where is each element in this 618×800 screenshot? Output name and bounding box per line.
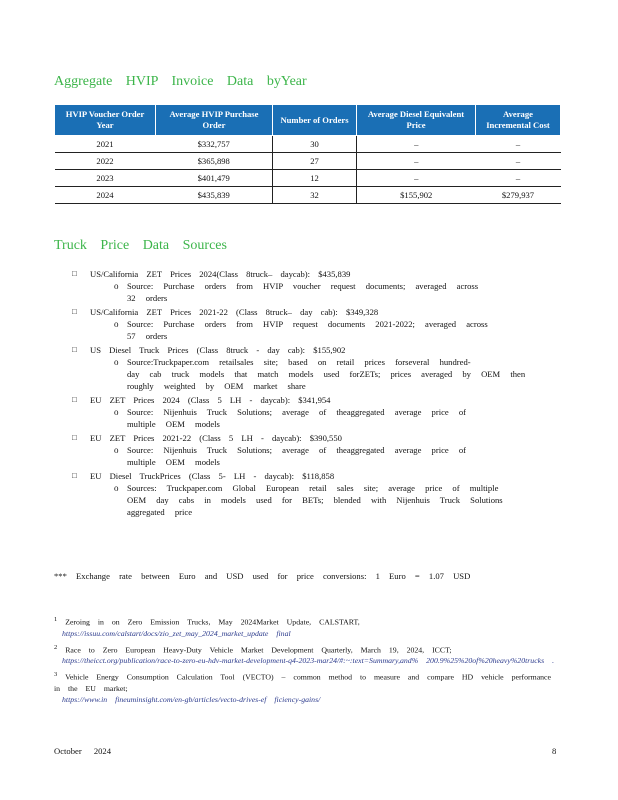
sub-item: o Source: Purchase orders from HVIP request documents 2021-2022; averaged across 57 orders — [114, 319, 488, 341]
cell: $332,757 — [156, 136, 273, 153]
cell: 2021 — [55, 136, 156, 153]
circle-bullet-icon: o — [114, 483, 119, 493]
cell: – — [357, 153, 476, 170]
bullet-icon: □ — [72, 433, 77, 442]
cell: – — [476, 153, 561, 170]
cell: – — [476, 136, 561, 153]
table-row — [55, 170, 561, 187]
cell: – — [357, 136, 476, 153]
bullet-icon: □ — [72, 395, 77, 404]
circle-bullet-icon: o — [114, 319, 119, 329]
exchange-rate-note: *** Exchange rate between Euro and USD used for price conversions: 1 Euro = 1.07 USD — [54, 571, 471, 581]
cell: – — [357, 170, 476, 187]
bullet-icon: □ — [72, 269, 77, 278]
circle-bullet-icon: o — [114, 407, 119, 417]
col-header-incremental-cost: Average Incremental Cost — [476, 105, 561, 136]
footer-date: October 2024 — [54, 746, 112, 756]
table-row — [55, 187, 561, 204]
sub-item: o Source:Truckpaper.com retailsales site; based on retail prices forseveral hundred- day cab truck models that match models used forZETs; prices averaged by OEM then roughly weighted by OEM market share — [114, 357, 526, 391]
circle-bullet-icon: o — [114, 281, 119, 291]
cell: 12 — [273, 170, 357, 187]
cell: 32 — [273, 187, 357, 204]
cell: 30 — [273, 136, 357, 153]
circle-bullet-icon: o — [114, 357, 119, 367]
cell: 2024 — [55, 187, 156, 204]
footnotes — [54, 614, 564, 705]
list-item: □ EU ZET Prices 2021-22 (Class 5 LH - daycab): $390,550 o Source: Nijenhuis Truck Solutions; average of theaggregated average price of multiple OEM models — [54, 432, 564, 468]
list-item: □ US/California ZET Prices 2024(Class 8truck– daycab): $435,839 o Source: Purchase orders from HVIP voucher request documents; averaged across 32 orders — [54, 268, 564, 304]
cell: – — [476, 170, 561, 187]
table-row — [55, 136, 561, 153]
cell: 27 — [273, 153, 357, 170]
section-title-sources: Truck Price Data Sources — [54, 238, 227, 253]
footnote: $^1$ Zeroing in on Zero Emission Trucks, May 2024Market Update, CALSTART, https://issuu.com/calstart/docs/zio_zet_may_2024_market_update final — [54, 616, 360, 638]
page-number: 8 — [552, 746, 557, 756]
circle-bullet-icon: o — [114, 445, 119, 455]
col-header-num-orders: Number of Orders — [273, 105, 357, 136]
section-title-aggregate: Aggregate HVIP Invoice Data byYear — [54, 74, 307, 89]
list-item: □ US Diesel Truck Prices (Class 8truck - day cab): $155,902 o Source:Truckpaper.com retailsales site; based on retail prices forseveral hundred- day cab truck models that match models used forZETs; prices averaged by OEM then roughly weighted by OEM market share — [54, 344, 564, 392]
cell: $435,839 — [156, 187, 273, 204]
col-header-diesel-price: Average Diesel Equivalent Price — [357, 105, 476, 136]
sub-item: o Source: Nijenhuis Truck Solutions; average of theaggregated average price of multiple OEM models — [114, 407, 467, 429]
bullet-icon: □ — [72, 471, 77, 480]
list-item: □ US/California ZET Prices 2021-22 (Class 8truck– day cab): $349,328 o Source: Purchase orders from HVIP request documents 2021-2022; averaged across 57 orders — [54, 306, 564, 342]
bullet-icon: □ — [72, 307, 77, 316]
sub-item: o Source: Nijenhuis Truck Solutions; average of theaggregated average price of multiple OEM models — [114, 445, 467, 467]
list-item: □ EU ZET Prices 2024 (Class 5 LH - daycab): $341,954 o Source: Nijenhuis Truck Solutions; average of theaggregated average price of multiple OEM models — [54, 394, 564, 430]
cell: $155,902 — [357, 187, 476, 204]
cell: 2022 — [55, 153, 156, 170]
footnote: $^3$ Vehicle Energy Consumption Calculation Tool (VECTO) – common method to measure and compare HD vehicle performance in the EU market; https://www.in fineuminsight.com/en-gb/articles/vecto-drives-ef ficiency-gains/ — [54, 669, 564, 705]
cell: $401,479 — [156, 170, 273, 187]
footnote-link[interactable]: https://issuu.com/calstart/docs/zio_zet_may_2024_market_update final — [62, 628, 291, 638]
invoice-table — [54, 104, 561, 204]
table-row — [55, 153, 561, 170]
cell: $365,898 — [156, 153, 273, 170]
footnote: $^2$ Race to Zero European Heavy-Duty Vehicle Market Development Quarterly, March 19, 2024, ICCT; https://theicct.org/publication/race-to-zero-eu-hdv-market-development-q4-2023-mar24/#:~:text=Summary,and% 200.9%25%20of%20heavy%20trucks . — [54, 642, 564, 667]
sub-item: o Sources: Truckpaper.com Global European retail sales site; average price of multiple OEM day cabs in models used for BETs; blended with Nijenhuis Truck Solutions aggregated price — [114, 483, 503, 517]
col-header-avg-purchase: Average HVIP Purchase Order — [156, 105, 273, 136]
list-item: □ EU Diesel TruckPrices (Class 5- LH - daycab): $118,858 o Sources: Truckpaper.com Global European retail sales site; average price of multiple OEM day cabs in models used for BETs; blended with Nijenhuis Truck Solutions aggregated price — [54, 470, 564, 518]
sources-list — [54, 268, 564, 520]
footnote-link[interactable]: https://www.in fineuminsight.com/en-gb/articles/vecto-drives-ef ficiency-gains/ — [62, 694, 321, 704]
cell: 2023 — [55, 170, 156, 187]
col-header-year: HVIP Voucher Order Year — [55, 105, 156, 136]
footnote-link[interactable]: https://theicct.org/publication/race-to-zero-eu-hdv-market-development-q4-2023-mar24/#:~:text=Summary,and% 200.9%25%20of%20heavy%20trucks . — [62, 656, 555, 666]
sub-item: o Source: Purchase orders from HVIP voucher request documents; averaged across 32 orders — [114, 281, 479, 303]
bullet-icon: □ — [72, 345, 77, 354]
cell: $279,937 — [476, 187, 561, 204]
